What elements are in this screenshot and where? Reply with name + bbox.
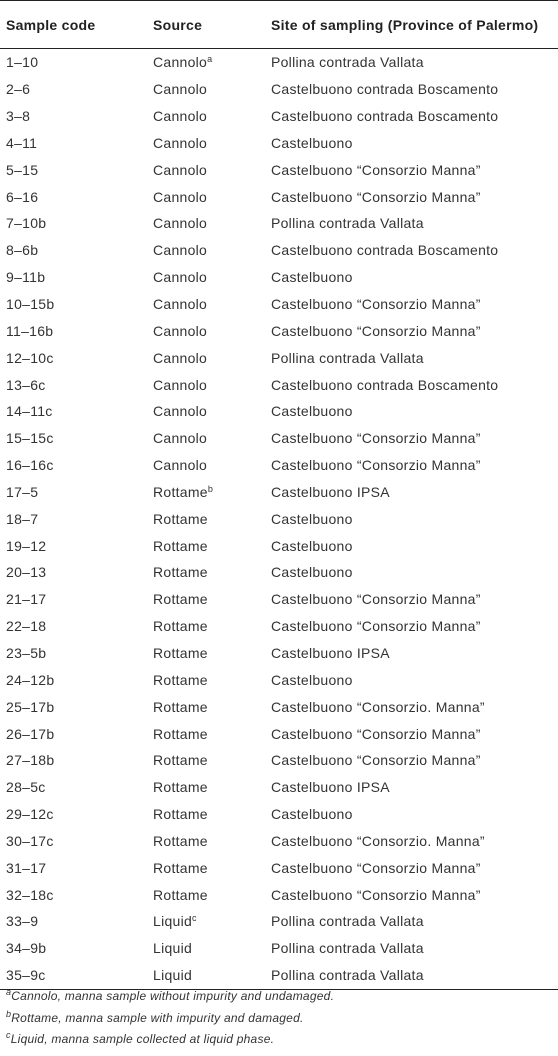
table-row	[0, 935, 558, 962]
table-row	[0, 962, 558, 989]
source-cell	[147, 76, 265, 103]
source-text: Rottame	[153, 618, 208, 635]
source-cell	[147, 49, 265, 76]
table-row	[0, 317, 558, 344]
source-cell	[147, 183, 265, 210]
table-row	[0, 666, 558, 693]
site-cell: Castelbuono IPSA	[271, 483, 390, 500]
table-row	[0, 613, 558, 640]
site-cell: Castelbuono contrada Boscamento	[271, 108, 499, 125]
sample-code-cell: 1–10	[6, 54, 39, 71]
sample-code-cell: 4–11	[6, 134, 38, 151]
sample-code-cell: 14–11c	[6, 403, 53, 420]
footnote-marker: c	[192, 913, 197, 924]
source-text: Cannolo	[153, 242, 208, 259]
table-row	[0, 505, 558, 532]
source-cell	[147, 371, 265, 398]
site-cell: Castelbuono “Consorzio. Manna”	[271, 698, 485, 715]
source-cell	[147, 774, 265, 801]
sample-code-cell: 28–5c	[6, 779, 46, 796]
source-cell	[147, 103, 265, 130]
source-text: Cannolo	[153, 403, 208, 420]
site-cell: Castelbuono “Consorzio Manna”	[271, 859, 481, 876]
site-cell: Castelbuono IPSA	[271, 644, 390, 661]
site-cell: Castelbuono “Consorzio Manna”	[271, 322, 481, 339]
source-text: Rottame	[153, 537, 208, 554]
table-row	[0, 827, 558, 854]
site-cell: Castelbuono	[271, 134, 353, 151]
source-cell	[147, 237, 265, 264]
site-cell: Castelbuono “Consorzio Manna”	[271, 430, 481, 447]
source-cell	[147, 586, 265, 613]
header-row	[0, 1, 558, 49]
sample-code-cell: 24–12b	[6, 671, 55, 688]
source-text: Cannolo	[153, 269, 208, 286]
site-cell: Pollina contrada Vallata	[271, 349, 424, 366]
sample-code-cell: 18–7	[6, 510, 39, 527]
site-cell: Castelbuono “Consorzio Manna”	[271, 457, 481, 474]
source-cell	[147, 425, 265, 452]
source-text: Cannolo	[153, 54, 208, 71]
table-row	[0, 398, 558, 425]
source-cell	[147, 801, 265, 828]
source-text: Cannolo	[153, 81, 208, 98]
source-text: Rottame	[153, 806, 208, 823]
table-row	[0, 156, 558, 183]
source-text: Cannolo	[153, 108, 208, 125]
source-text: Liquid	[153, 913, 193, 930]
source-text: Rottame	[153, 832, 208, 849]
source-text: Cannolo	[153, 349, 208, 366]
source-cell	[147, 317, 265, 344]
table-row	[0, 49, 558, 76]
table-row	[0, 881, 558, 908]
source-text: Cannolo	[153, 376, 208, 393]
site-cell: Castelbuono “Consorzio. Manna”	[271, 832, 485, 849]
source-cell	[147, 532, 265, 559]
sample-code-cell: 35–9c	[0, 962, 147, 989]
source-text: Rottame	[153, 591, 208, 608]
source-cell	[147, 479, 265, 506]
table-row	[0, 532, 558, 559]
site-cell: Castelbuono	[271, 269, 353, 286]
table-row	[0, 908, 558, 935]
site-cell: Pollina contrada Vallata	[271, 54, 424, 71]
sample-code-cell: 5–15	[6, 161, 39, 178]
table-row	[0, 747, 558, 774]
source-cell	[147, 693, 265, 720]
source-text: Liquid	[153, 940, 193, 957]
site-cell: Pollina contrada Vallata	[265, 962, 558, 989]
source-text: Rottame	[153, 510, 208, 527]
source-cell	[147, 908, 265, 935]
table-row	[0, 774, 558, 801]
sample-code-cell: 17–5	[6, 483, 39, 500]
source-cell	[147, 210, 265, 237]
sample-code-cell: 26–17b	[6, 725, 55, 742]
footnote-text: Rottame, manna sample with impurity and damaged.	[11, 1010, 304, 1025]
site-cell: Pollina contrada Vallata	[271, 913, 424, 930]
site-cell: Castelbuono	[271, 403, 353, 420]
source-cell	[147, 827, 265, 854]
footnote-marker: a	[6, 987, 12, 997]
source-cell	[147, 559, 265, 586]
table-row	[0, 210, 558, 237]
table-row	[0, 103, 558, 130]
source-text: Cannolo	[153, 188, 208, 205]
table-row	[0, 264, 558, 291]
site-cell: Pollina contrada Vallata	[271, 940, 424, 957]
footnote-text: Liquid, manna sample collected at liquid phase.	[10, 1032, 275, 1046]
site-cell: Castelbuono “Consorzio Manna”	[271, 725, 481, 742]
table-row	[0, 559, 558, 586]
source-cell	[147, 962, 265, 989]
source-cell	[147, 935, 265, 962]
site-cell: Castelbuono contrada Boscamento	[271, 81, 499, 98]
source-cell	[147, 452, 265, 479]
table-row	[0, 425, 558, 452]
source-text: Rottame	[153, 859, 208, 876]
source-text: Rottame	[153, 886, 208, 903]
sample-code-cell: 32–18c	[6, 886, 54, 903]
sample-code-cell: 29–12c	[6, 806, 54, 823]
table-row	[0, 586, 558, 613]
source-text: Liquid	[153, 967, 193, 984]
table-row	[0, 183, 558, 210]
sample-code-cell: 27–18b	[6, 752, 55, 769]
sample-code-cell: 30–17c	[6, 832, 54, 849]
source-cell	[147, 747, 265, 774]
source-text: Rottame	[153, 644, 208, 661]
source-cell	[147, 881, 265, 908]
footnote	[6, 986, 334, 1008]
footnote-marker: a	[207, 54, 213, 65]
source-cell	[147, 720, 265, 747]
table-row	[0, 76, 558, 103]
source-text: Rottame	[153, 483, 208, 500]
site-cell: Castelbuono “Consorzio Manna”	[271, 591, 481, 608]
site-cell: Pollina contrada Vallata	[271, 215, 424, 232]
footnote-marker: b	[207, 483, 214, 494]
table-body	[0, 49, 558, 990]
source-text: Rottame	[153, 564, 208, 581]
sample-code-cell: 34–9b	[6, 940, 47, 957]
header-sample-code: Sample code	[0, 1, 147, 49]
sample-code-cell: 16–16c	[6, 457, 54, 474]
source-cell	[147, 854, 265, 881]
table-row	[0, 854, 558, 881]
site-cell: Castelbuono	[271, 564, 353, 581]
site-cell: Castelbuono “Consorzio Manna”	[271, 188, 481, 205]
sample-code-cell: 2–6	[6, 81, 31, 98]
table-row	[0, 371, 558, 398]
site-cell: Castelbuono “Consorzio Manna”	[271, 161, 481, 178]
site-cell: Castelbuono “Consorzio Manna”	[271, 886, 481, 903]
source-text: Rottame	[153, 779, 208, 796]
table-row	[0, 452, 558, 479]
source-text: Cannolo	[153, 296, 208, 313]
sample-code-cell: 15–15c	[6, 430, 54, 447]
sample-code-cell: 22–18	[6, 618, 47, 635]
site-cell: Castelbuono “Consorzio Manna”	[271, 296, 481, 313]
sample-code-cell: 7–10b	[6, 215, 47, 232]
source-cell	[147, 505, 265, 532]
table-row	[0, 720, 558, 747]
sample-code-cell: 13–6c	[6, 376, 46, 393]
sample-code-cell: 20–13	[6, 564, 47, 581]
sample-code-cell: 23–5b	[6, 644, 47, 661]
source-text: Rottame	[153, 698, 208, 715]
site-cell: Castelbuono	[271, 537, 353, 554]
sample-code-cell: 31–17	[6, 859, 47, 876]
source-text: Rottame	[153, 725, 208, 742]
source-text: Cannolo	[153, 134, 208, 151]
sample-code-cell: 8–6b	[6, 242, 39, 259]
table-row	[0, 693, 558, 720]
header-source: Source	[147, 1, 265, 49]
table-row	[0, 801, 558, 828]
sample-code-cell: 12–10c	[6, 349, 54, 366]
table-row	[0, 640, 558, 667]
sample-code-cell: 25–17b	[6, 698, 55, 715]
site-cell: Castelbuono	[271, 510, 353, 527]
site-cell: Castelbuono contrada Boscamento	[271, 376, 499, 393]
sample-code-cell: 33–9	[6, 913, 39, 930]
site-cell: Castelbuono “Consorzio Manna”	[271, 618, 481, 635]
source-cell	[147, 666, 265, 693]
sample-code-cell: 19–12	[6, 537, 47, 554]
sample-code-cell: 21–17	[6, 591, 47, 608]
footnote	[6, 1029, 334, 1051]
site-cell: Castelbuono IPSA	[271, 779, 390, 796]
footnote	[6, 1008, 334, 1030]
table-row	[0, 291, 558, 318]
footnote-marker: b	[6, 1008, 12, 1019]
source-text: Cannolo	[153, 430, 208, 447]
source-cell	[147, 344, 265, 371]
footnote-text: Cannolo, manna sample without impurity and undamaged.	[11, 989, 335, 1003]
table-row	[0, 479, 558, 506]
source-text: Cannolo	[153, 161, 208, 178]
source-cell	[147, 264, 265, 291]
table-row	[0, 130, 558, 157]
sample-code-cell: 3–8	[6, 108, 31, 125]
header-site: Site of sampling (Province of Palermo)	[265, 1, 558, 49]
source-cell	[147, 156, 265, 183]
footnotes	[6, 986, 334, 1051]
sample-code-cell: 9–11b	[6, 269, 46, 286]
site-cell: Castelbuono	[271, 806, 353, 823]
source-cell	[147, 640, 265, 667]
sample-code-cell: 6–16	[6, 188, 39, 205]
site-cell: Castelbuono contrada Boscamento	[271, 242, 499, 259]
source-text: Rottame	[153, 752, 208, 769]
source-cell	[147, 291, 265, 318]
source-text: Cannolo	[153, 457, 208, 474]
site-cell: Castelbuono	[271, 671, 353, 688]
sample-code-cell: 11–16b	[6, 322, 54, 339]
source-text: Cannolo	[153, 322, 208, 339]
table-row	[0, 237, 558, 264]
source-text: Cannolo	[153, 215, 208, 232]
sample-code-cell: 10–15b	[6, 296, 55, 313]
source-cell	[147, 613, 265, 640]
table-row	[0, 344, 558, 371]
site-cell: Castelbuono “Consorzio Manna”	[271, 752, 481, 769]
source-cell	[147, 398, 265, 425]
source-text: Rottame	[153, 671, 208, 688]
footnote-marker: c	[6, 1030, 11, 1040]
source-cell	[147, 130, 265, 157]
